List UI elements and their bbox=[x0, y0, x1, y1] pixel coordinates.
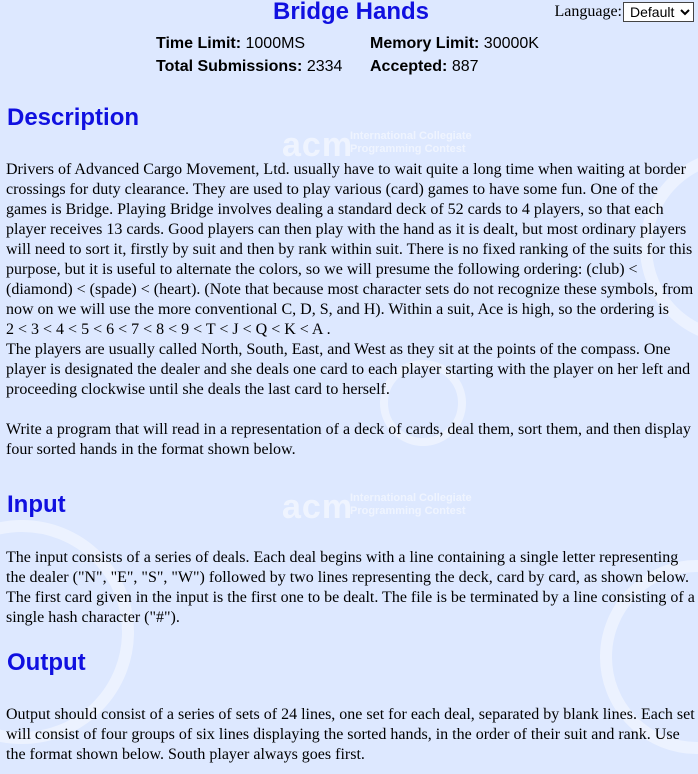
watermark-acm-logo: acm bbox=[282, 126, 354, 164]
description-paragraph-1: Drivers of Advanced Cargo Movement, Ltd. usually have to wait quite a long time when waiting at border crossings for duty clearance. They are used to play various (card) games to have some fun. One of the games is Bridge. Playing Bridge involves dealing a standard deck of 52 cards to 4 players, so that each player receives 13 cards. Good players can then play with the hand as it is dealt, but most ordinary players will need to sort it, firstly by suit and then by rank within suit. There is no fixed ranking of the suits for this purpose, but it is useful to alternate the colors, so we will presume the following ordering: (club) < (diamond) < (spade) < (heart). (Note that because most character sets do not recognize these symbols, from now on we will use the more conventional C, D, S, and H). Within a suit, Ace is high, so the ordering is bbox=[6, 161, 694, 318]
description-paragraph-3: Write a program that will read in a representation of a deck of cards, deal them, sort them, and then display four sorted hands in the format shown below. bbox=[6, 421, 691, 458]
output-text: Output should consist of a series of sets of 24 lines, one set for each deal, separated by blank lines. Each set will consist of four groups of six lines displaying the sorted hands, in the order of their suit and rank. Use the format shown below. South player always goes first. bbox=[6, 706, 695, 763]
total-submissions-label: Total Submissions: bbox=[156, 58, 303, 75]
description-text bbox=[6, 160, 696, 460]
language-selector bbox=[554, 2, 694, 22]
memory-limit-value: 30000K bbox=[483, 35, 539, 52]
accepted-label: Accepted: bbox=[370, 58, 448, 75]
time-limit-label: Time Limit: bbox=[156, 35, 242, 52]
output-heading: Output bbox=[7, 649, 86, 676]
time-limit-value: 1000MS bbox=[245, 35, 306, 52]
description-heading: Description bbox=[7, 104, 140, 131]
watermark-acm-logo-lower: acm bbox=[282, 488, 354, 526]
memory-limit-label: Memory Limit: bbox=[370, 35, 480, 52]
input-text: The input consists of a series of deals. Each deal begins with a line containing a single letter representing the dealer ("N", "E", "S", "W") followed by two lines representing the deck, card by card, as shown below. The first card given in the input is the first one to be dealt. The file is be terminated by a line consisting of a single hash character ("#"). bbox=[6, 549, 695, 626]
watermark-contest-text-lower: International Collegiate Programming Contest bbox=[350, 492, 472, 517]
language-select[interactable] bbox=[623, 2, 694, 22]
accepted-value: 887 bbox=[451, 58, 479, 75]
total-submissions-value: 2334 bbox=[306, 58, 343, 75]
problem-stats bbox=[156, 32, 539, 78]
description-ordering: 2 < 3 < 4 < 5 < 6 < 7 < 8 < 9 < T < J < Q < K < A . bbox=[6, 321, 331, 338]
page-title: Bridge Hands bbox=[272, 0, 430, 25]
input-heading: Input bbox=[7, 491, 66, 518]
language-label: Language: bbox=[554, 3, 622, 20]
description-paragraph-2: The players are usually called North, South, East, and West as they sit at the points of the compass. One player is designated the dealer and she deals one card to each player starting with the player on her left and proceeding clockwise until she deals the last card to herself. bbox=[6, 341, 691, 398]
watermark-contest-text: International Collegiate Programming Contest bbox=[350, 130, 472, 155]
